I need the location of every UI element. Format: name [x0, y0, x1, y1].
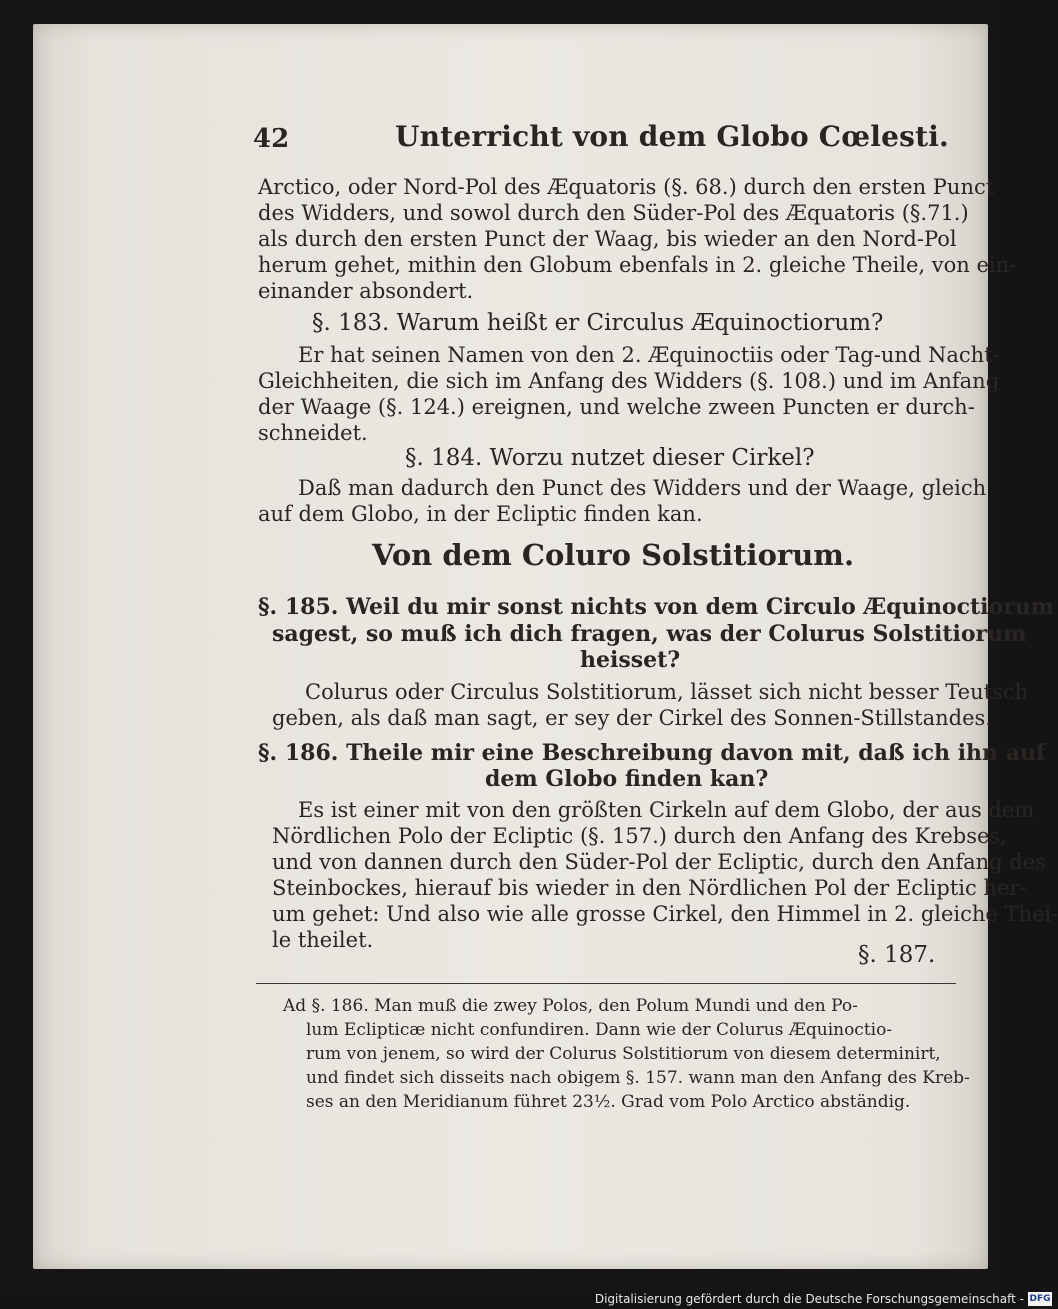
text-line: Steinbockes, hierauf bis wieder in den Nördlichen Pol der Ecliptic her-: [272, 876, 1027, 900]
footnote-divider: [256, 983, 956, 984]
text-line: einander absondert.: [258, 279, 474, 303]
footnote-line: ses an den Meridianum führet 23½. Grad vom Polo Arctico abständig.: [306, 1092, 911, 1112]
text-line: herum gehet, mithin den Globum ebenfals in 2. gleiche Theile, von ein-: [258, 253, 1017, 277]
section-heading: Von dem Coluro Solstitiorum.: [372, 538, 855, 572]
text-line: Gleichheiten, die sich im Anfang des Widders (§. 108.) und im Anfang: [258, 369, 1000, 393]
page-number: 42: [253, 124, 290, 154]
text-line: Arctico, oder Nord-Pol des Æquatoris (§. 68.) durch den ersten Punct: [258, 175, 995, 199]
text-line: des Widders, und sowol durch den Süder-Pol des Æquatoris (§.71.): [258, 201, 969, 225]
section-183-question: §. 183. Warum heißt er Circulus Æquinoctiorum?: [312, 310, 884, 336]
catchword: §. 187.: [858, 942, 936, 968]
text-line: Colurus oder Circulus Solstitiorum, lässet sich nicht besser Teutsch: [305, 680, 1029, 704]
text-line: geben, als daß man sagt, er sey der Cirkel des Sonnen-Stillstandes.: [272, 706, 992, 730]
funding-credit: Digitalisierung gefördert durch die Deutsche Forschungsgemeinschaft -: [594, 1292, 1024, 1306]
text-line: Es ist einer mit von den größten Cirkeln auf dem Globo, der aus dem: [298, 798, 1035, 822]
section-185-question: §. 185. Weil du mir sonst nichts von dem Circulo Æquinoctiorum: [258, 594, 1055, 620]
section-185-question: heisset?: [580, 647, 681, 673]
section-186-question: dem Globo finden kan?: [485, 766, 769, 792]
footnote-line: rum von jenem, so wird der Colurus Solstitiorum von diesem determinirt,: [306, 1044, 941, 1064]
text-line: um gehet: Und also wie alle grosse Cirkel, den Himmel in 2. gleiche Thei-: [272, 902, 1058, 926]
text-line: als durch den ersten Punct der Waag, bis wieder an den Nord-Pol: [258, 227, 957, 251]
section-185-question: sagest, so muß ich dich fragen, was der Colurus Solstitiorum: [272, 621, 1027, 647]
footnote-line: lum Eclipticæ nicht confundiren. Dann wie der Colurus Æquinoctio-: [306, 1020, 893, 1040]
dfg-logo: DFG: [1029, 1294, 1051, 1304]
text-line: auf dem Globo, in der Ecliptic finden kan.: [258, 502, 703, 526]
footnote-line: und findet sich disseits nach obigem §. 157. wann man den Anfang des Kreb-: [306, 1068, 970, 1088]
section-184-question: §. 184. Worzu nutzet dieser Cirkel?: [405, 445, 815, 471]
text-line: Nördlichen Polo der Ecliptic (§. 157.) durch den Anfang des Krebses,: [272, 824, 1007, 848]
text-line: der Waage (§. 124.) ereignen, und welche zween Puncten er durch-: [258, 395, 975, 419]
section-186-question: §. 186. Theile mir eine Beschreibung davon mit, daß ich ihn auf: [258, 740, 1046, 766]
text-line: le theilet.: [272, 928, 374, 952]
text-line: Er hat seinen Namen von den 2. Æquinoctiis oder Tag-und Nacht-: [298, 343, 1000, 367]
text-line: schneidet.: [258, 421, 368, 445]
text-line: und von dannen durch den Süder-Pol der Ecliptic, durch den Anfang des: [272, 850, 1046, 874]
running-title: Unterricht von dem Globo Cœlesti.: [395, 120, 949, 153]
text-line: Daß man dadurch den Punct des Widders und der Waage, gleich: [298, 476, 987, 500]
footnote-line: Ad §. 186. Man muß die zwey Polos, den Polum Mundi und den Po-: [283, 996, 858, 1016]
